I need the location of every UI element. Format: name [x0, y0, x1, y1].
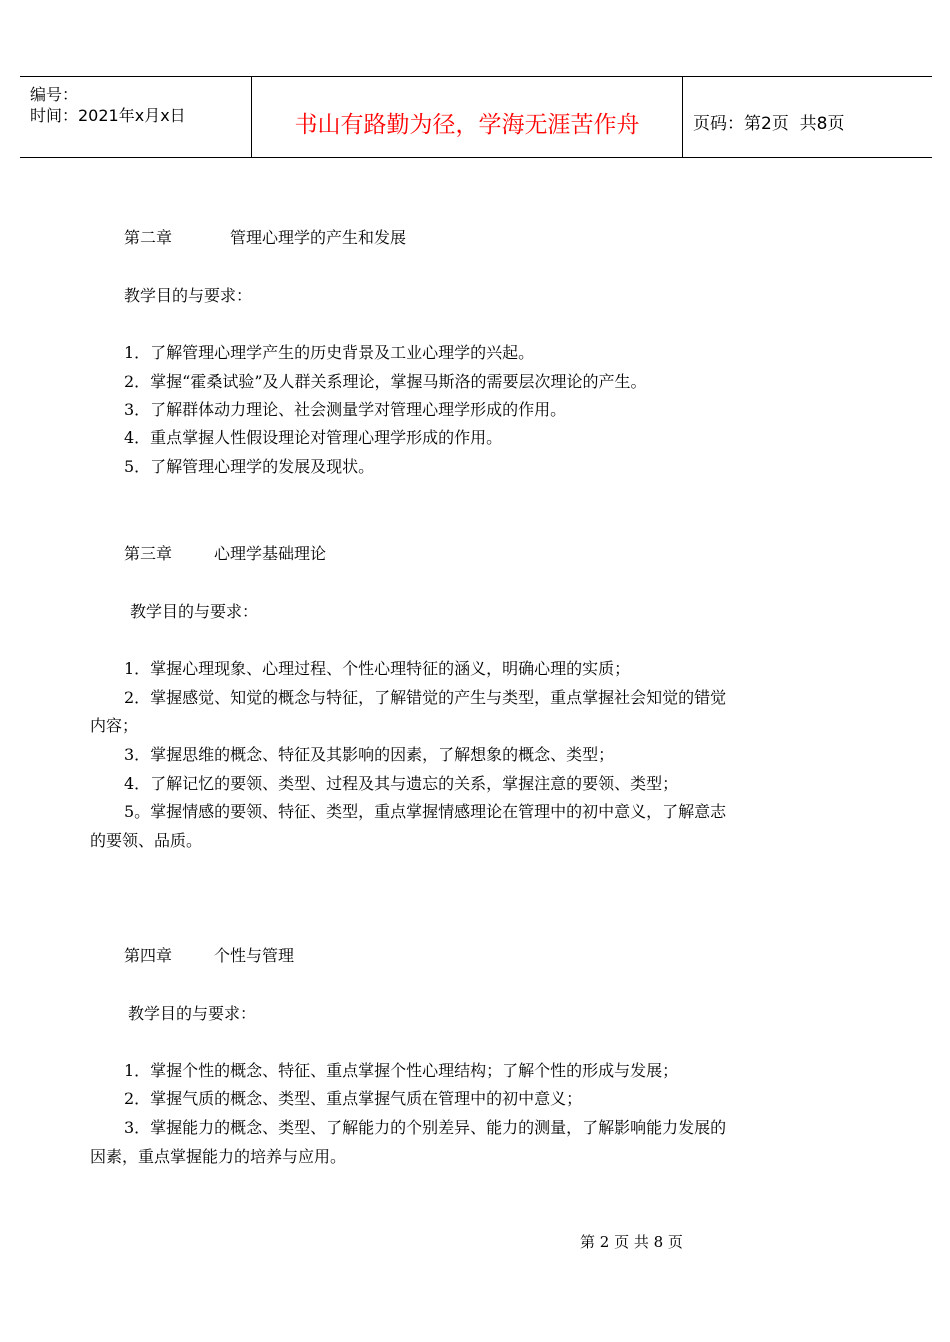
document-header [20, 76, 932, 158]
objective-label: 教学目的与要求： [128, 1004, 257, 1023]
chapter-title: 管理心理学的产生和发展 [230, 228, 407, 247]
list-item-continuation: 内容； [90, 716, 139, 735]
list-item: 3．掌握能力的概念、类型、了解能力的个别差异、能力的测量，了解影响能力发展的 [124, 1118, 727, 1137]
list-item: 5．了解管理心理学的发展及现状。 [124, 457, 375, 476]
header-meta-cell [20, 77, 252, 157]
chapter-title: 个性与管理 [214, 946, 295, 965]
list-item-continuation: 的要领、品质。 [90, 831, 203, 850]
list-item: 5。掌握情感的要领、特征、类型，重点掌握情感理论在管理中的初中意义，了解意志 [124, 802, 727, 821]
list-item: 3．掌握思维的概念、特征及其影响的因素，了解想象的概念、类型； [124, 745, 615, 764]
chapter-number: 第三章 [124, 544, 173, 563]
list-item: 3．了解群体动力理论、社会测量学对管理心理学形成的作用。 [124, 400, 567, 419]
list-item: 2．掌握“霍桑试验”及人群关系理论，掌握马斯洛的需要层次理论的产生。 [124, 372, 647, 391]
document-number-label: 编号： [30, 85, 79, 104]
chapter-number: 第二章 [124, 228, 173, 247]
list-item-continuation: 因素，重点掌握能力的培养与应用。 [90, 1147, 347, 1166]
chapter-heading [124, 544, 326, 564]
header-motto-cell [252, 77, 683, 157]
list-item: 2．掌握感觉、知觉的概念与特征，了解错觉的产生与类型，重点掌握社会知觉的错觉 [124, 688, 727, 707]
list-item: 1．掌握心理现象、心理过程、个性心理特征的涵义，明确心理的实质； [124, 659, 631, 678]
objective-label: 教学目的与要求： [124, 286, 253, 305]
chapter-number: 第四章 [124, 946, 173, 965]
list-item: 4．了解记忆的要领、类型、过程及其与遗忘的关系，掌握注意的要领、类型； [124, 774, 679, 793]
document-time-label: 时间：2021年x月x日 [30, 106, 186, 125]
chapter-title: 心理学基础理论 [214, 544, 327, 563]
list-item: 1．掌握个性的概念、特征、重点掌握个性心理结构；了解个性的形成与发展； [124, 1061, 679, 1080]
objective-label: 教学目的与要求： [130, 602, 259, 621]
page-footer: 第 2 页 共 8 页 [580, 1233, 683, 1251]
list-item: 4．重点掌握人性假设理论对管理心理学形成的作用。 [124, 428, 503, 447]
header-page-number: 页码：第2页 共8页 [693, 114, 845, 134]
header-motto: 书山有路勤为径，学海无涯苦作舟 [294, 112, 640, 138]
list-item: 1．了解管理心理学产生的历史背景及工业心理学的兴起。 [124, 343, 535, 362]
header-page-cell [683, 77, 932, 157]
list-item: 2．掌握气质的概念、类型、重点掌握气质在管理中的初中意义； [124, 1089, 583, 1108]
chapter-heading [124, 228, 406, 248]
chapter-heading [124, 946, 294, 966]
